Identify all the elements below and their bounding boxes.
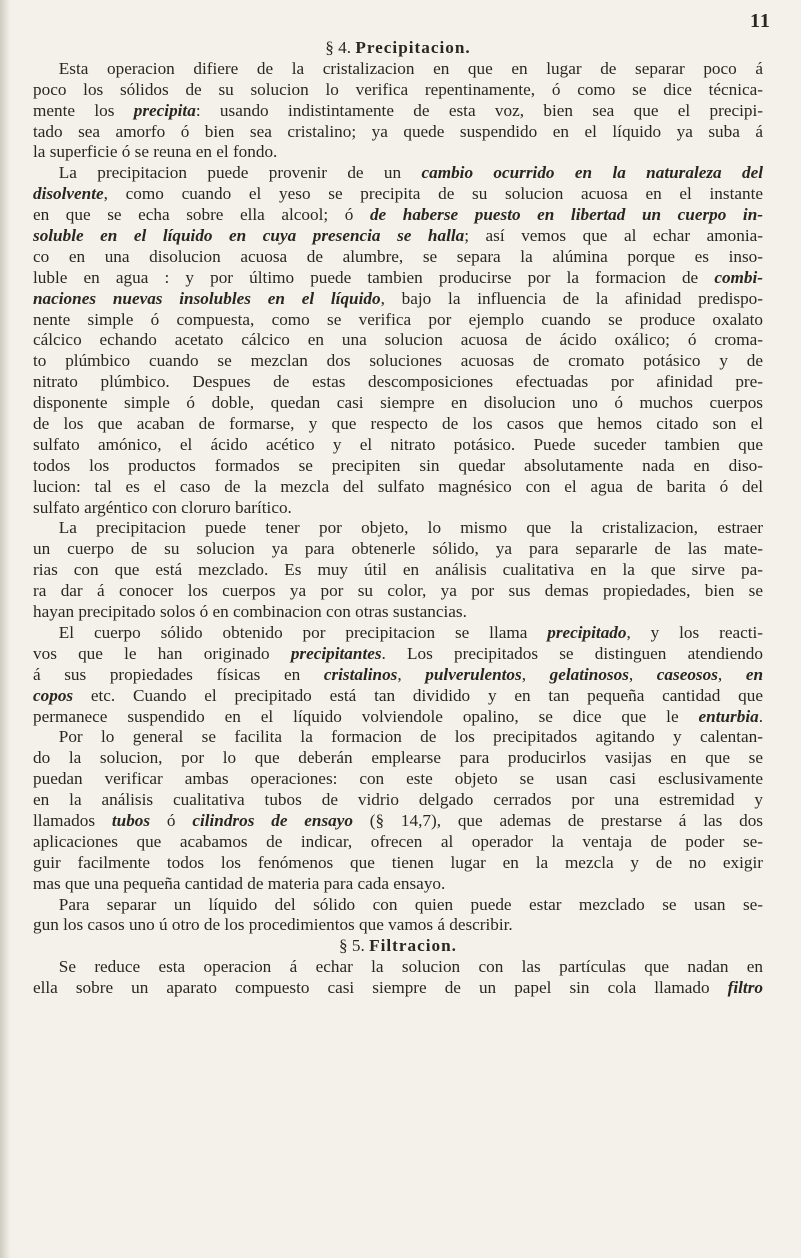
text-segment: El cuerpo sólido obtenido por precipitacion se llama <box>33 622 548 642</box>
text-segment: ra dar á conocer los cuerpos ya por su color, ya por sus demas propiedades, bien se <box>33 581 763 601</box>
italic-term: precipitantes <box>290 643 382 663</box>
section-heading <box>33 38 763 59</box>
text-line <box>33 518 763 539</box>
text-line <box>33 832 763 853</box>
text-segment: . Los precipitados se distinguen atendiendo <box>381 643 763 663</box>
text-segment: § 4. <box>325 38 356 57</box>
text-line <box>33 477 763 498</box>
text-line <box>33 393 763 414</box>
text-segment: ; así vemos que al echar amonia- <box>464 226 763 246</box>
text-line <box>33 330 763 351</box>
text-line <box>33 163 763 184</box>
text-segment: en la análisis cualitativa tubos de vidrio delgado cerrados por una estremidad y <box>33 790 763 810</box>
text-segment: poco los sólidos de su solucion lo verifica repentinamente, ó como se dice técnica- <box>33 79 763 99</box>
text-segment: en que se echa sobre ella alcool; ó <box>33 205 370 225</box>
text-segment: de los que acaban de formarse, y que respecto de los casos que hemos citado son el <box>33 414 763 434</box>
text-segment: la superficie ó se reuna en el fondo. <box>33 142 278 162</box>
section-heading <box>33 936 763 957</box>
text-line <box>33 978 763 999</box>
text-line <box>33 602 763 623</box>
text-segment: todos los productos formados se precipiten sin quedar absolutamente nada en diso- <box>33 455 763 475</box>
text-segment: : usando indistintamente de esta voz, bien sea que el precipi- <box>195 100 763 120</box>
italic-term: pulverulentos <box>425 664 522 684</box>
italic-term: soluble en el líquido en cuya presencia se halla <box>33 226 465 246</box>
text-line <box>33 101 763 122</box>
text-segment: mente los <box>33 100 134 120</box>
text-segment: , <box>521 664 550 684</box>
text-segment: permanece suspendido en el líquido volviendole opalino, se dice que le <box>33 706 699 726</box>
text-segment: do la solucion, por lo que deberán emplearse para producirlos vasijas en que se <box>33 748 763 768</box>
text-segment: llamados <box>33 810 112 830</box>
text-line <box>33 456 763 477</box>
text-line <box>33 142 763 163</box>
page-number: 11 <box>750 10 771 32</box>
text-segment: sulfato argéntico con cloruro barítico. <box>33 497 292 517</box>
italic-term: combi- <box>714 267 763 287</box>
italic-term: caseosos <box>656 664 718 684</box>
text-segment: ella sobre un aparato compuesto casi siempre de un papel sin cola llamado <box>33 978 728 998</box>
text-line <box>33 895 763 916</box>
italic-term: precipitado <box>547 622 627 642</box>
text-segment: La precipitacion puede provenir de un <box>33 163 422 183</box>
text-segment: . <box>758 706 763 726</box>
text-line <box>33 623 763 644</box>
italic-term: tubos <box>111 810 151 830</box>
text-segment: vos que le han originado <box>33 643 291 663</box>
text-line <box>33 80 763 101</box>
text-line <box>33 205 763 226</box>
text-line <box>33 874 763 895</box>
text-line <box>33 498 763 519</box>
text-line <box>33 268 763 289</box>
text-line <box>33 59 763 80</box>
text-line <box>33 727 763 748</box>
text-line <box>33 811 763 832</box>
text-line <box>33 644 763 665</box>
text-segment: sulfato amónico, el ácido acético y el nitrato potásico. Puede suceder tambien que <box>33 434 763 454</box>
text-segment: disponente simple ó doble, quedan casi siempre en disolucion uno ó muchos cuerpos <box>33 393 763 413</box>
italic-term: cilindros de ensayo <box>192 810 353 830</box>
text-segment: rias con que está mezclado. Es muy útil en análisis cualitativa en la que sirve pa- <box>33 560 763 580</box>
text-segment: Esta operacion difiere de la cristalizacion en que en lugar de separar poco á <box>33 58 763 78</box>
italic-term: de haberse puesto en libertad un cuerpo in- <box>369 205 763 225</box>
text-line <box>33 310 763 331</box>
italic-term: gelatinosos <box>549 664 629 684</box>
italic-term: filtro <box>727 978 763 998</box>
text-segment: , como cuando el yeso se precipita de su solucion acuosa en el instante <box>103 184 763 204</box>
text-line <box>33 581 763 602</box>
text-line <box>33 748 763 769</box>
italic-term: naciones nuevas insolubles en el líquido <box>33 288 381 308</box>
italic-term: cristalinos <box>323 664 398 684</box>
text-segment: , <box>397 664 426 684</box>
text-line <box>33 372 763 393</box>
text-segment: (§ 14,7), que ademas de prestarse á las dos <box>352 810 764 830</box>
section-title: Filtracion. <box>369 936 457 956</box>
text-line <box>33 289 763 310</box>
text-segment: mas que una pequeña cantidad de materia para cada ensayo. <box>33 873 446 893</box>
text-line <box>33 539 763 560</box>
text-line <box>33 122 763 143</box>
text-line <box>33 853 763 874</box>
italic-term: copos <box>33 685 74 705</box>
italic-term: enturbia <box>698 706 759 726</box>
text-line <box>33 247 763 268</box>
italic-term: cambio ocurrido en la naturaleza del <box>421 163 763 183</box>
text-segment: nente simple ó compuesta, como se verifica por ejemplo cuando se produce oxalato <box>33 309 763 329</box>
text-segment: tado sea amorfo ó bien sea cristalino; ya quede suspendido en el líquido ya suba á <box>33 121 763 141</box>
section-title: Precipitacion. <box>355 38 471 57</box>
text-segment: § 5. <box>339 936 370 956</box>
text-segment: hayan precipitado solos ó en combinacion con otras sustancias. <box>33 602 467 622</box>
text-segment: un cuerpo de su solucion ya para obtenerle sólido, ya para separarle de las mate- <box>33 539 763 559</box>
text-segment: , <box>628 664 657 684</box>
text-segment: guir facilmente todos los fenómenos que tienen lugar en la mezcla y de no exigir <box>33 852 763 872</box>
text-line <box>33 184 763 205</box>
italic-term: precipita <box>133 100 196 120</box>
text-segment: to plúmbico cuando se mezclan dos soluciones acuosas de cromato potásico y de <box>33 351 763 371</box>
text-segment: lucion: tal es el caso de la mezcla del sulfato magnésico con el agua de barita ó del <box>33 476 763 496</box>
text-segment: ó <box>150 810 193 830</box>
text-segment: , bajo la influencia de la afinidad predispo- <box>380 288 763 308</box>
text-line <box>33 957 763 978</box>
text-segment: Por lo general se facilita la formacion de los precipitados agitando y calentan- <box>33 727 763 747</box>
italic-term: disolvente <box>33 184 104 204</box>
text-line <box>33 790 763 811</box>
text-segment: á sus propiedades físicas en <box>33 664 324 684</box>
text-segment: co en una disolucion acuosa de alumbre, se separa la alúmina porque es inso- <box>33 246 763 266</box>
text-segment: gun los casos uno ú otro de los procedimientos que vamos á describir. <box>33 915 513 935</box>
text-line <box>33 915 763 936</box>
text-segment: Para separar un líquido del sólido con quien puede estar mezclado se usan se- <box>33 894 763 914</box>
text-line <box>33 707 763 728</box>
text-line <box>33 686 763 707</box>
text-segment: , y los reacti- <box>626 622 763 642</box>
text-line <box>33 414 763 435</box>
body-text <box>33 38 763 999</box>
text-line <box>33 226 763 247</box>
text-segment: Se reduce esta operacion á echar la solucion con las partículas que nadan en <box>33 957 763 977</box>
binding-edge <box>0 0 10 1258</box>
text-segment: , <box>717 664 746 684</box>
text-line <box>33 435 763 456</box>
text-segment: La precipitacion puede tener por objeto, lo mismo que la cristalizacion, estraer <box>33 518 763 538</box>
text-line <box>33 351 763 372</box>
text-line <box>33 769 763 790</box>
italic-term: en <box>745 664 763 684</box>
text-segment: aplicaciones que acabamos de indicar, ofrecen al operador la ventaja de poder se- <box>33 831 763 851</box>
text-segment: etc. Cuando el precipitado está tan dividido y en tan pequeña cantidad que <box>73 685 763 705</box>
text-segment: luble en agua : y por último puede tambien producirse por la formacion de <box>33 267 715 287</box>
text-line <box>33 665 763 686</box>
text-line <box>33 560 763 581</box>
text-segment: puedan verificar ambas operaciones: con este objeto se usan casi esclusivamente <box>33 769 763 789</box>
text-segment: cálcico echando acetato cálcico en una solucion acuosa de ácido oxálico; ó croma- <box>33 330 763 350</box>
text-segment: nitrato plúmbico. Despues de estas descomposiciones efectuadas por afinidad pre- <box>33 372 763 392</box>
